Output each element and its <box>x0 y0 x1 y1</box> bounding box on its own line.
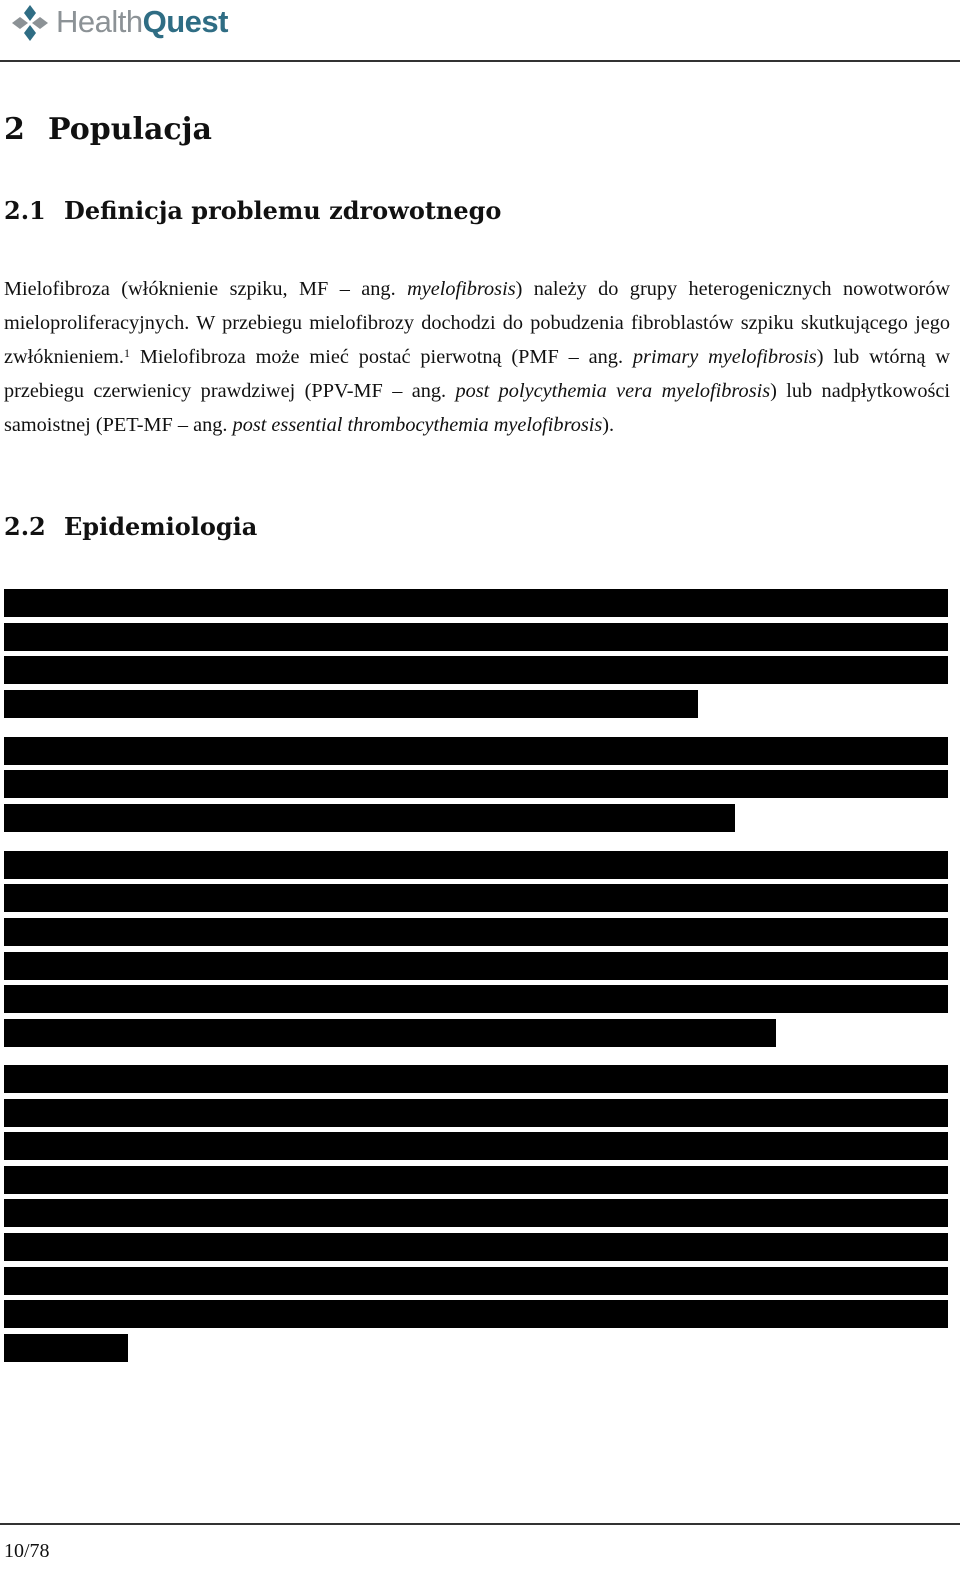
redaction-bar <box>4 1132 948 1160</box>
redaction-bar <box>4 1334 128 1362</box>
subsection-number: 2.2 <box>4 512 46 541</box>
page-header <box>0 0 960 62</box>
subsection-title: Epidemiologia <box>64 512 258 541</box>
definition-paragraph <box>4 272 950 442</box>
subsection-title: Definicja problemu zdrowotnego <box>64 196 502 225</box>
redaction-bar <box>4 737 948 765</box>
text-run: Mielofibroza może mieć postać pierwotną (PMF – ang. <box>129 346 633 368</box>
redaction-bar <box>4 1166 948 1194</box>
page-number: 10/78 <box>4 1540 50 1562</box>
redaction-bar <box>4 952 948 980</box>
text-run-italic: primary myelofibrosis <box>632 346 817 368</box>
redaction-bar <box>4 1099 948 1127</box>
redaction-bar <box>4 1233 948 1261</box>
subsection-heading-epidemiology <box>4 512 257 541</box>
healthquest-logo-icon <box>10 3 50 43</box>
redaction-bar <box>4 656 948 684</box>
redaction-bar <box>4 985 948 1013</box>
redaction-bar <box>4 1267 948 1295</box>
section-heading <box>4 112 212 147</box>
section-number: 2 <box>4 112 25 147</box>
redaction-bar <box>4 623 948 651</box>
text-run: ) należy do grupy heterogenicznych nowotworów mieloproliferacyjnych. W przebiegu mielofibrozy dochodzi do pobudzenia fibroblastów szpiku skutkującego jego zwłóknieniem. <box>4 278 950 368</box>
footer-divider <box>0 1523 960 1525</box>
text-run: Mielofibroza (włóknienie szpiku, MF – ang. <box>4 278 408 300</box>
redaction-bar <box>4 1199 948 1227</box>
redaction-bar <box>4 1065 948 1093</box>
text-run: ) lub nadpłytkowości samoistnej (PET-MF – ang. <box>4 380 950 436</box>
subsection-number: 2.1 <box>4 196 46 225</box>
text-run-italic: post essential thrombocythemia myelofibrosis <box>232 414 603 436</box>
redaction-bar <box>4 851 948 879</box>
text-run: ). <box>602 414 615 436</box>
redaction-bar <box>4 804 735 832</box>
redaction-bar <box>4 690 698 718</box>
subsection-heading-definition <box>4 196 501 225</box>
redaction-bar <box>4 770 948 798</box>
brand-logo-text <box>56 4 228 40</box>
redaction-bar <box>4 918 948 946</box>
footnote-reference[interactable]: 1 <box>123 346 130 360</box>
redaction-bar <box>4 884 948 912</box>
redaction-bar <box>4 1300 948 1328</box>
brand-name-quest: Quest <box>142 4 228 39</box>
redaction-bar <box>4 589 948 617</box>
text-run: ) lub wtórną w przebiegu czerwienicy prawdziwej (PPV-MF – ang. <box>4 346 950 402</box>
brand-name-health: Health <box>56 4 143 39</box>
section-title: Populacja <box>48 112 212 147</box>
header-divider <box>0 60 960 62</box>
redaction-bar <box>4 1019 776 1047</box>
text-run-italic: myelofibrosis <box>407 278 516 300</box>
text-run-italic: post polycythemia vera myelofibrosis <box>455 380 771 402</box>
